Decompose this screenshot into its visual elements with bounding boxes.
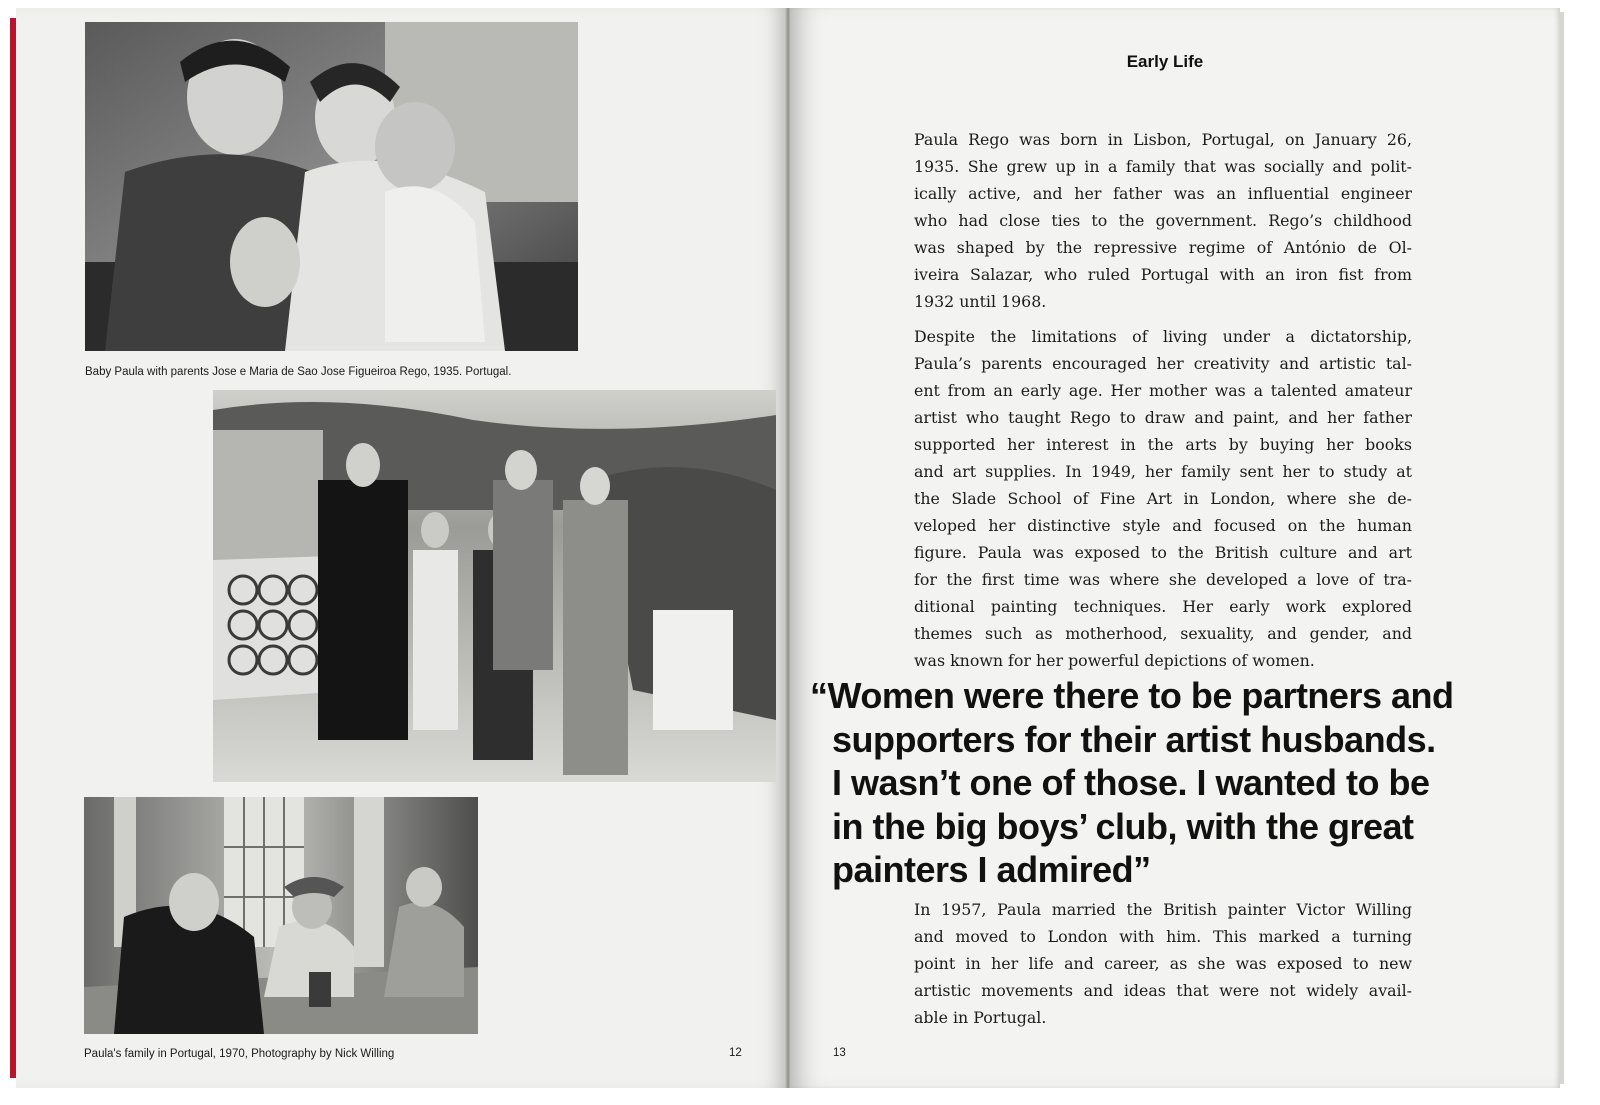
pull-quote-line: I wasn’t one of those. I wanted to be (832, 762, 1430, 803)
text-line: artist who taught Rego to draw and paint, and her father (914, 408, 1412, 427)
text-line: Despite the limitations of living under a dictatorship, (914, 327, 1412, 346)
photo-caption-1: Baby Paula with parents Jose e Maria de Sao Jose Figueiroa Rego, 1935. Portugal. (85, 366, 512, 378)
text-line: Paula Rego was born in Lisbon, Portugal, on January 26, (914, 130, 1412, 149)
text-line: ent from an early age. Her mother was a talented amateur (914, 381, 1412, 400)
photo-baby-with-parents (85, 22, 578, 351)
text-line: artistic movements and ideas that were not widely avail- (914, 981, 1412, 1000)
pull-quote-line: in the big boys’ club, with the great (832, 805, 1414, 847)
text-line: for the first time was where she developed a love of tra- (914, 570, 1412, 589)
text-line: veloped her distinctive style and focused on the human (914, 516, 1412, 535)
text-line: was shaped by the repressive regime of António de Ol- (914, 238, 1412, 257)
pull-quote-line: supporters for their artist husbands. (832, 718, 1436, 760)
text-line: figure. Paula was exposed to the British culture and art (914, 543, 1412, 562)
text-line: able in Portugal. (914, 1008, 1047, 1027)
text-line: supported her interest in the arts by buying her books (914, 435, 1412, 454)
text-line: 1932 until 1968. (914, 292, 1047, 311)
photo-family-group (213, 390, 776, 782)
text-line: 1935. She grew up in a family that was socially and polit- (914, 157, 1412, 176)
text-line: themes such as motherhood, sexuality, and gender, and (914, 624, 1412, 643)
text-line: was known for her powerful depictions of women. (914, 651, 1315, 670)
pull-quote-line: “Women were there to be partners and (810, 675, 1454, 716)
photo-caption-3: Paula's family in Portugal, 1970, Photography by Nick Willing (84, 1048, 395, 1060)
section-heading: Early Life (1126, 52, 1204, 71)
page-number-right: 13 (833, 1047, 846, 1059)
text-line: point in her life and career, as she was exposed to new (914, 954, 1412, 973)
text-line: and moved to London with him. This marked a turning (914, 927, 1412, 946)
page-edge (1560, 12, 1564, 1084)
pull-quote (810, 674, 1550, 892)
text-line: and art supplies. In 1949, her family sent her to study at (914, 462, 1412, 481)
text-line: who had close ties to the government. Rego’s childhood (914, 211, 1412, 230)
photo-family-at-table (84, 797, 478, 1034)
text-line: iveira Salazar, who ruled Portugal with an iron fist from (914, 265, 1412, 284)
page-number-left: 12 (729, 1047, 742, 1059)
text-line: In 1957, Paula married the British painter Victor Willing (914, 900, 1412, 919)
body-paragraph-2 (914, 323, 1412, 674)
text-line: ditional painting techniques. Her early work explored (914, 597, 1412, 616)
body-paragraph-3 (914, 896, 1412, 1031)
body-paragraph-1 (914, 126, 1412, 315)
pull-quote-line: painters I admired” (832, 849, 1151, 890)
text-line: Paula’s parents encouraged her creativity and artistic tal- (914, 354, 1412, 373)
text-line: ically active, and her father was an influential engineer (914, 184, 1412, 203)
page-gutter (785, 8, 791, 1088)
text-line: the Slade School of Fine Art in London, where she de- (914, 489, 1412, 508)
